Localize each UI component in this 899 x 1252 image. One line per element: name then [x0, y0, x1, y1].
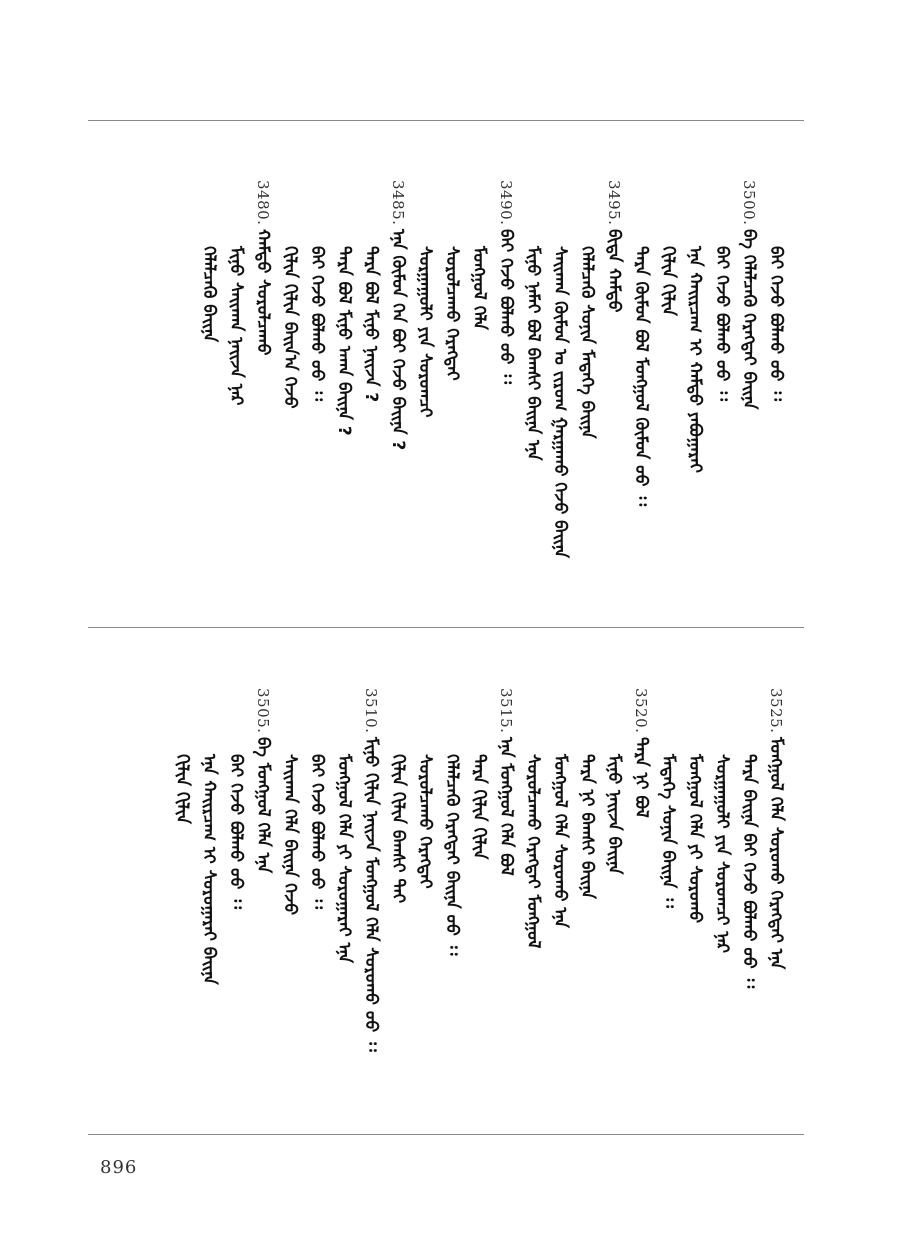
mongolian-text: ᠡᠨᠡ ᠬᠠᠢᠷᠴᠠᠭ ᠢ ᠰᠤᠷᠤᠭᠠᠷᠠᠢ ᠪᠠᠢᠨᠠ [199, 754, 219, 985]
mongolian-text: ᠬᠢᠯᠢᠨ ᠬᠢᠯᠢᠨ [658, 246, 678, 316]
verse-line [681, 668, 708, 1108]
mongolian-text: ᠲᠡᠷᠡ ᠬᠦᠮᠦᠨ ᠪᠣᠯ ᠮᠣᠩᠭᠣᠯ ᠬᠦᠮᠦᠨ ᠦᠦ ᠄᠄ [631, 246, 651, 507]
mongolian-text: ᠪᠠᠢ ᠭᠡᠵᠦ ᠪᠣᠯᠬᠤ ᠤᠤ ᠄᠄ [496, 229, 516, 385]
lower-text-block [168, 668, 789, 1108]
verse-line [762, 668, 789, 1108]
mongolian-text: ᠡᠨᠡ ᠬᠠᠢᠷᠴᠠᠭ ᠢ ᠬᠠᠮᠲᠤ ᠶᠠᠪᠤᠭᠠᠷᠠᠢ [685, 246, 705, 473]
mongolian-text: ᠰᠤᠷᠤᠯᠴᠠᠬᠤ ᠬᠡᠷᠡᠭᠲᠡᠢ [415, 754, 435, 889]
mongolian-text: ᠮᠣᠩᠭᠣᠯ ᠬᠡᠯᠡ ᠰᠤᠷᠤᠬᠤ ᠡᠨᠡ [550, 754, 570, 928]
mongolian-text: ᠪᠠᠢ ᠭᠡᠵᠦ ᠪᠣᠯᠬᠤ ᠤᠤ ᠄᠄ [226, 754, 246, 909]
line-number: 3485. [389, 180, 407, 226]
verse-line [276, 160, 303, 600]
mongolian-text: ᠬᠠᠮᠲᠤ ᠰᠤᠷᠤᠯᠴᠠᠬᠤ [253, 229, 273, 356]
verse-line [519, 160, 546, 600]
mongolian-text: ᠪᠢᠳᠡ ᠬᠠᠮᠲᠤ [604, 229, 624, 313]
mongolian-text: ᠮᠢᠨᠤ ᠨᠠᠢᠵᠠ ᠪᠠᠢᠨᠠ [604, 754, 624, 875]
middle-rule [88, 627, 804, 628]
verse-line [654, 668, 681, 1108]
verse-line [195, 160, 222, 600]
mongolian-text: ᠪᠠᠢ ᠭᠡᠵᠦ ᠪᠣᠯᠬᠤ ᠤᠤ ᠄᠄ [766, 246, 786, 401]
verse-line [330, 668, 357, 1108]
verse-line [492, 160, 519, 600]
mongolian-text: ᠪᠠ ᠬᠡᠯᠡᠯᠴᠡᠬᠦ ᠬᠡᠷᠡᠭᠲᠡᠢ ᠪᠠᠢᠨᠠ [739, 229, 759, 410]
mongolian-text: ᠬᠡᠯᠡᠯᠴᠡᠬᠦ ᠪᠠᠢᠨᠠ [199, 246, 219, 343]
line-number: 3490. [497, 180, 515, 226]
line-number: 3505. [254, 688, 272, 734]
line-number: 3480. [254, 180, 272, 226]
verse-line [627, 160, 654, 600]
mongolian-text: ᠰᠤᠷᠭᠠᠭᠤᠯᠢ ᠶᠢᠨ ᠰᠤᠷᠤᠭᠴᠢ ᠨᠠᠷ [712, 754, 732, 954]
verse-line [600, 160, 627, 600]
mongolian-text: ᠮᠢᠨᠤ ᠬᠢᠯᠢᠨ ᠨᠠᠢᠵᠠ ᠮᠣᠩᠭᠣᠯ ᠬᠡᠯᠡ ᠰᠤᠷᠤᠬᠤ ᠤᠤ ᠄᠄ [361, 737, 381, 1053]
verse-line [546, 160, 573, 600]
mongolian-text: ᠡᠨᠡ ᠮᠣᠩᠭᠣᠯ ᠬᠡᠯᠡ ᠪᠣᠯ [496, 737, 516, 877]
verse-line [330, 160, 357, 600]
top-rule [88, 120, 804, 121]
mongolian-text: ᠲᠡᠷᠡ ᠪᠠᠢᠨᠠ ᠪᠠᠢ ᠭᠡᠵᠦ ᠪᠣᠯᠬᠤ ᠤᠤ ᠄᠄ [739, 754, 759, 989]
upper-text-block [195, 160, 789, 600]
mongolian-text: ᠰᠠᠢᠬᠠᠨ ᠬᠦᠮᠦᠨ ᠤ ᠵᠢᠷᠤᠭ ᠭᠠᠷᠭᠠᠬᠤ ᠭᠡᠵᠦ ᠪᠠᠢᠨᠠ [550, 246, 570, 559]
mongolian-text: ᠪᠠᠢ ᠭᠡᠵᠦ ᠪᠣᠯᠬᠤ ᠤᠤ ᠄᠄ [307, 246, 327, 401]
mongolian-text: ᠪᠠᠢ ᠭᠡᠵᠦ ᠪᠣᠯᠬᠤ ᠤᠤ ᠄᠄ [307, 754, 327, 909]
mongolian-text: ᠲᠡᠷᠡ ᠪᠣᠯ ᠮᠢᠨᠤ ᠠᠬᠠ ᠪᠠᠢᠨᠠ ? [334, 246, 354, 436]
verse-line [600, 668, 627, 1108]
line-number: 3525. [767, 688, 785, 734]
verse-line [249, 668, 276, 1108]
mongolian-text: ᠮᠢᠨᠤ ᠰᠠᠢᠬᠠᠨ ᠨᠠᠢᠵᠠ ᠨᠠᠷ [226, 246, 246, 406]
verse-line [573, 668, 600, 1108]
verse-line [708, 668, 735, 1108]
verse-line [276, 668, 303, 1108]
mongolian-text: ᠲᠡᠷᠡ ᠬᠢᠯᠢᠨ ᠬᠢᠯᠢᠨ [469, 754, 489, 860]
line-number: 3500. [740, 180, 758, 226]
mongolian-text: ᠪᠠ ᠮᠣᠩᠭᠣᠯ ᠬᠡᠯᠡ ᠡᠨᠡ [253, 737, 273, 874]
verse-line [708, 160, 735, 600]
page-number: 896 [100, 1157, 138, 1178]
verse-line [411, 668, 438, 1108]
mongolian-text: ᠮᠣᠩᠭᠣᠯ ᠬᠡᠯᠡ [469, 246, 489, 330]
verse-line [438, 668, 465, 1108]
verse-line [492, 668, 519, 1108]
mongolian-text: ᠮᠡᠳᠡᠭᠡ ᠰᠣᠨᠢᠨ ᠪᠠᠢᠨᠠ ᠄᠄ [658, 754, 678, 908]
mongolian-text: ᠰᠠᠢᠬᠠᠨ ᠬᠡᠯᠡ ᠪᠠᠢᠨᠠ ᠭᠡᠵᠦ [280, 754, 300, 916]
mongolian-text: ᠰᠤᠷᠤᠯᠴᠠᠬᠤ ᠬᠡᠷᠡᠭᠲᠡᠢ ᠮᠣᠩᠭᠣᠯ [523, 754, 543, 949]
mongolian-text: ᠰᠤᠷᠭᠠᠭᠤᠯᠢ ᠶᠢᠨ ᠰᠤᠷᠤᠭᠴᠢ [415, 246, 435, 418]
verse-line [627, 668, 654, 1108]
verse-line [438, 160, 465, 600]
verse-line [357, 668, 384, 1108]
mongolian-text: ᠬᠢᠯᠢᠨ ᠬᠢᠯᠢᠨ [172, 754, 192, 824]
verse-line [168, 668, 195, 1108]
mongolian-text: ᠪᠠᠢ ᠭᠡᠵᠦ ᠪᠣᠯᠬᠤ ᠤᠤ ᠄᠄ [712, 246, 732, 401]
mongolian-text: ᠬᠢᠯᠢᠨ ᠬᠢᠯᠢᠨ ᠪᠠᠢᠨ᠎ᠠ ᠭᠡᠵᠦ [280, 246, 300, 409]
line-number: 3520. [632, 688, 650, 734]
verse-line [411, 160, 438, 600]
verse-line [303, 160, 330, 600]
mongolian-text: ᠮᠣᠩᠭᠣᠯ ᠬᠡᠯᠡ ᠶᠢ ᠰᠤᠷᠤᠭᠠᠷᠠᠢ ᠡᠨᠡ [334, 754, 354, 963]
mongolian-text: ᠬᠢᠯᠢᠨ ᠬᠢᠯᠢᠨ ᠪᠠᠭᠰᠢ ᠲᠠᠢ [388, 754, 408, 904]
verse-line [465, 160, 492, 600]
verse-line [654, 160, 681, 600]
verse-line [357, 160, 384, 600]
verse-line [681, 160, 708, 600]
mongolian-text: ᠲᠡᠷᠡ ᠨᠢ ᠪᠣᠯ [631, 737, 651, 819]
mongolian-text: ᠬᠡᠯᠡᠯᠴᠡᠬᠦ ᠬᠡᠷᠡᠭᠲᠡᠢ ᠪᠠᠢᠨᠠ ᠤᠤ ᠄᠄ [442, 754, 462, 956]
verse-line [249, 160, 276, 600]
verse-line [384, 668, 411, 1108]
verse-line [222, 668, 249, 1108]
verse-line [573, 160, 600, 600]
line-number: 3510. [362, 688, 380, 734]
bottom-rule [88, 1134, 804, 1135]
line-number: 3515. [497, 688, 515, 734]
mongolian-text: ᠮᠢᠨᠤ ᠨᠠᠮᠠᠢ ᠪᠣᠯ ᠪᠠᠭᠰᠢ ᠪᠠᠢᠨᠠ ᠡᠨᠡ [523, 246, 543, 461]
mongolian-text: ᠰᠤᠷᠤᠯᠴᠠᠬᠤ ᠬᠡᠷᠡᠭᠲᠡᠢ [442, 246, 462, 381]
mongolian-text: ᠬᠡᠯᠡᠯᠴᠡᠬᠦ ᠰᠣᠨᠢᠨ ᠮᠡᠳᠡᠭᠡ ᠪᠠᠢᠨᠠ [577, 246, 597, 439]
verse-line [303, 668, 330, 1108]
verse-line [735, 160, 762, 600]
mongolian-text: ᠲᠡᠷᠡ ᠨᠢ ᠪᠠᠭᠰᠢ ᠪᠠᠢᠨᠠ [577, 754, 597, 899]
line-number: 3495. [605, 180, 623, 226]
verse-line [519, 668, 546, 1108]
verse-line [465, 668, 492, 1108]
mongolian-text: ᠮᠣᠩᠭᠣᠯ ᠬᠡᠯᠡ ᠰᠤᠷᠤᠬᠤ ᠬᠡᠷᠡᠭᠲᠡᠢ ᠡᠨᠡ [766, 737, 786, 970]
verse-line [546, 668, 573, 1108]
verse-line [195, 668, 222, 1108]
mongolian-text: ᠲᠡᠷᠡ ᠪᠣᠯ ᠮᠢᠨᠤ ᠨᠠᠢᠵᠠ ? [361, 246, 381, 403]
verse-line [222, 160, 249, 600]
mongolian-text: ᠡᠨᠡ ᠬᠦᠮᠦᠨ ᠬᠡᠨ ᠪᠤᠢ ᠭᠡᠵᠦ ᠪᠠᠢᠨᠠ ? [388, 229, 408, 451]
verse-line [384, 160, 411, 600]
mongolian-text: ᠮᠣᠩᠭᠣᠯ ᠬᠡᠯᠡ ᠶᠢ ᠰᠤᠷᠤᠬᠤ [685, 754, 705, 924]
verse-line [735, 668, 762, 1108]
verse-line [762, 160, 789, 600]
